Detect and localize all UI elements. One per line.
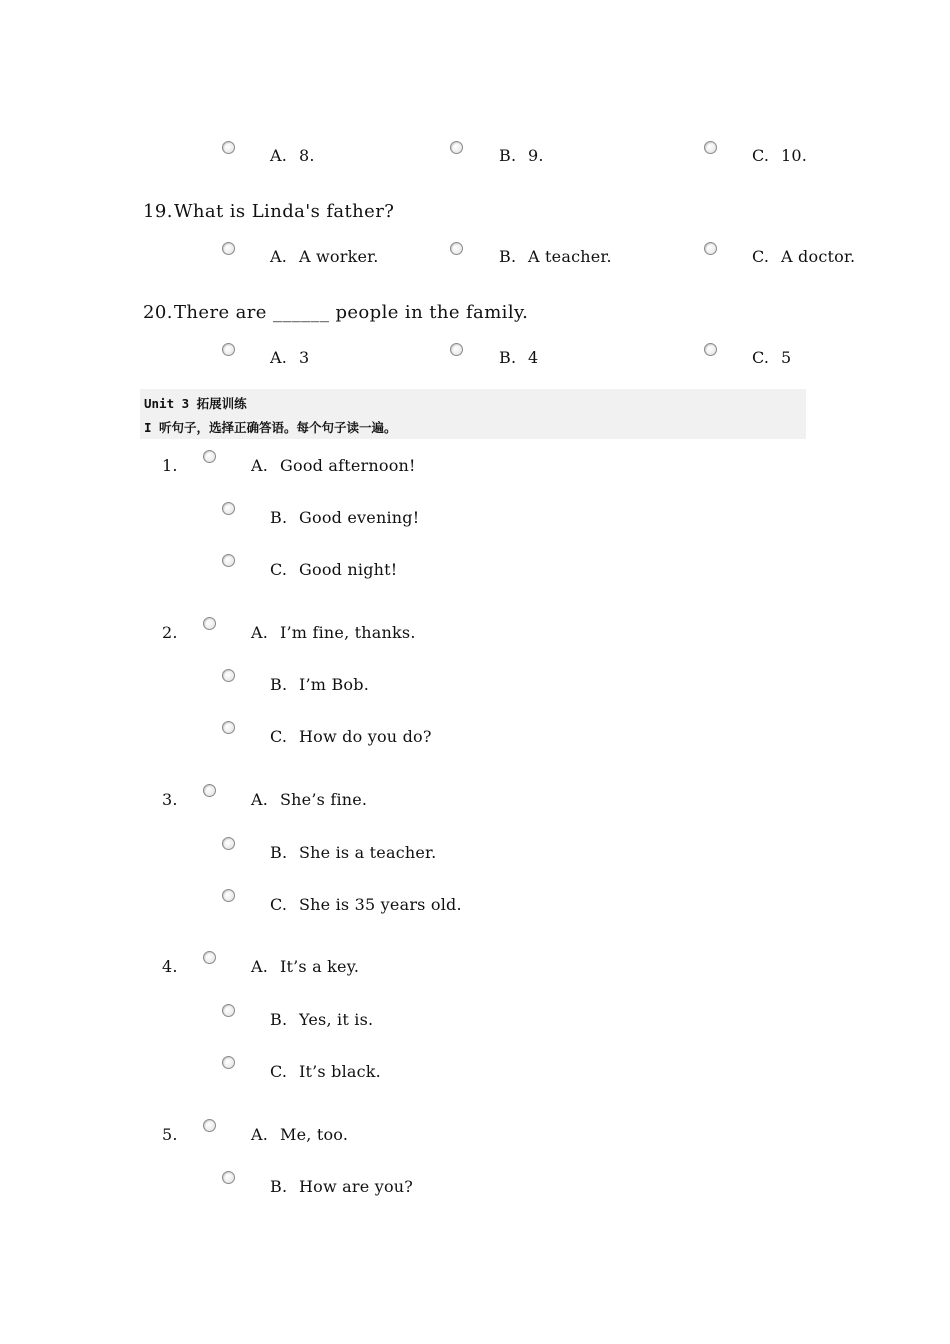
option-letter: A. [251, 623, 269, 642]
option-letter: B. [499, 348, 517, 367]
radio-button[interactable] [222, 1056, 235, 1069]
radio-button[interactable] [222, 1171, 235, 1184]
option-text: She is 35 years old. [299, 895, 462, 914]
radio-button[interactable] [222, 669, 235, 682]
radio-button[interactable] [704, 343, 717, 356]
question-number: 20. [143, 302, 173, 323]
option-text: Me, too. [280, 1125, 349, 1144]
option-letter: C. [270, 560, 288, 579]
option-letter: B. [270, 1177, 288, 1196]
option-text: Good afternoon! [280, 456, 416, 475]
option-text: A doctor. [781, 247, 856, 266]
option-text: Good night! [299, 560, 398, 579]
option-text: 9. [528, 146, 544, 165]
radio-button[interactable] [222, 343, 235, 356]
radio-button[interactable] [203, 617, 216, 630]
option-letter: C. [752, 247, 770, 266]
option-text: I’m Bob. [299, 675, 369, 694]
option-text: How do you do? [299, 727, 432, 746]
option-letter: A. [251, 456, 269, 475]
option-text: I’m fine, thanks. [280, 623, 416, 642]
option-text: 8. [299, 146, 315, 165]
option-letter: A. [251, 1125, 269, 1144]
option-letter: A. [251, 790, 269, 809]
option-text: It’s black. [299, 1062, 381, 1081]
option-letter: B. [270, 675, 288, 694]
radio-button[interactable] [222, 1004, 235, 1017]
radio-button[interactable] [704, 141, 717, 154]
question-text: What is Linda's father? [174, 201, 395, 222]
option-text: 5 [781, 348, 792, 367]
option-text: Yes, it is. [299, 1010, 374, 1029]
item-number: 3. [162, 790, 178, 809]
radio-button[interactable] [203, 1119, 216, 1132]
radio-button[interactable] [203, 951, 216, 964]
option-letter: C. [270, 895, 288, 914]
section-title: Unit 3 拓展训练 [144, 396, 247, 411]
radio-button[interactable] [222, 889, 235, 902]
item-number: 2. [162, 623, 178, 642]
option-text: How are you? [299, 1177, 414, 1196]
option-text: She is a teacher. [299, 843, 437, 862]
radio-button[interactable] [450, 343, 463, 356]
option-letter: A. [270, 348, 288, 367]
option-letter: B. [499, 146, 517, 165]
radio-button[interactable] [222, 721, 235, 734]
radio-button[interactable] [222, 502, 235, 515]
option-letter: B. [270, 508, 288, 527]
option-letter: B. [270, 1010, 288, 1029]
question-text: There are ______ people in the family. [174, 302, 529, 323]
option-letter: C. [752, 348, 770, 367]
option-text: Good evening! [299, 508, 420, 527]
radio-button[interactable] [203, 784, 216, 797]
option-text: 10. [781, 146, 808, 165]
radio-button[interactable] [222, 837, 235, 850]
option-text: She’s fine. [280, 790, 368, 809]
item-number: 4. [162, 957, 178, 976]
section-header [140, 389, 806, 439]
radio-button[interactable] [704, 242, 717, 255]
option-text: 4 [528, 348, 539, 367]
option-letter: A. [251, 957, 269, 976]
radio-button[interactable] [222, 141, 235, 154]
option-letter: C. [752, 146, 770, 165]
option-letter: C. [270, 727, 288, 746]
item-number: 5. [162, 1125, 178, 1144]
option-letter: A. [270, 146, 288, 165]
radio-button[interactable] [222, 242, 235, 255]
radio-button[interactable] [450, 141, 463, 154]
radio-button[interactable] [203, 450, 216, 463]
radio-button[interactable] [450, 242, 463, 255]
option-text: 3 [299, 348, 310, 367]
option-letter: B. [270, 843, 288, 862]
option-letter: B. [499, 247, 517, 266]
question-number: 19. [143, 201, 173, 222]
option-text: It’s a key. [280, 957, 360, 976]
option-letter: A. [270, 247, 288, 266]
section-instruction: I 听句子，选择正确答语。每个句子读一遍。 [144, 420, 397, 435]
item-number: 1. [162, 456, 178, 475]
option-text: A worker. [299, 247, 379, 266]
radio-button[interactable] [222, 554, 235, 567]
option-letter: C. [270, 1062, 288, 1081]
option-text: A teacher. [528, 247, 612, 266]
